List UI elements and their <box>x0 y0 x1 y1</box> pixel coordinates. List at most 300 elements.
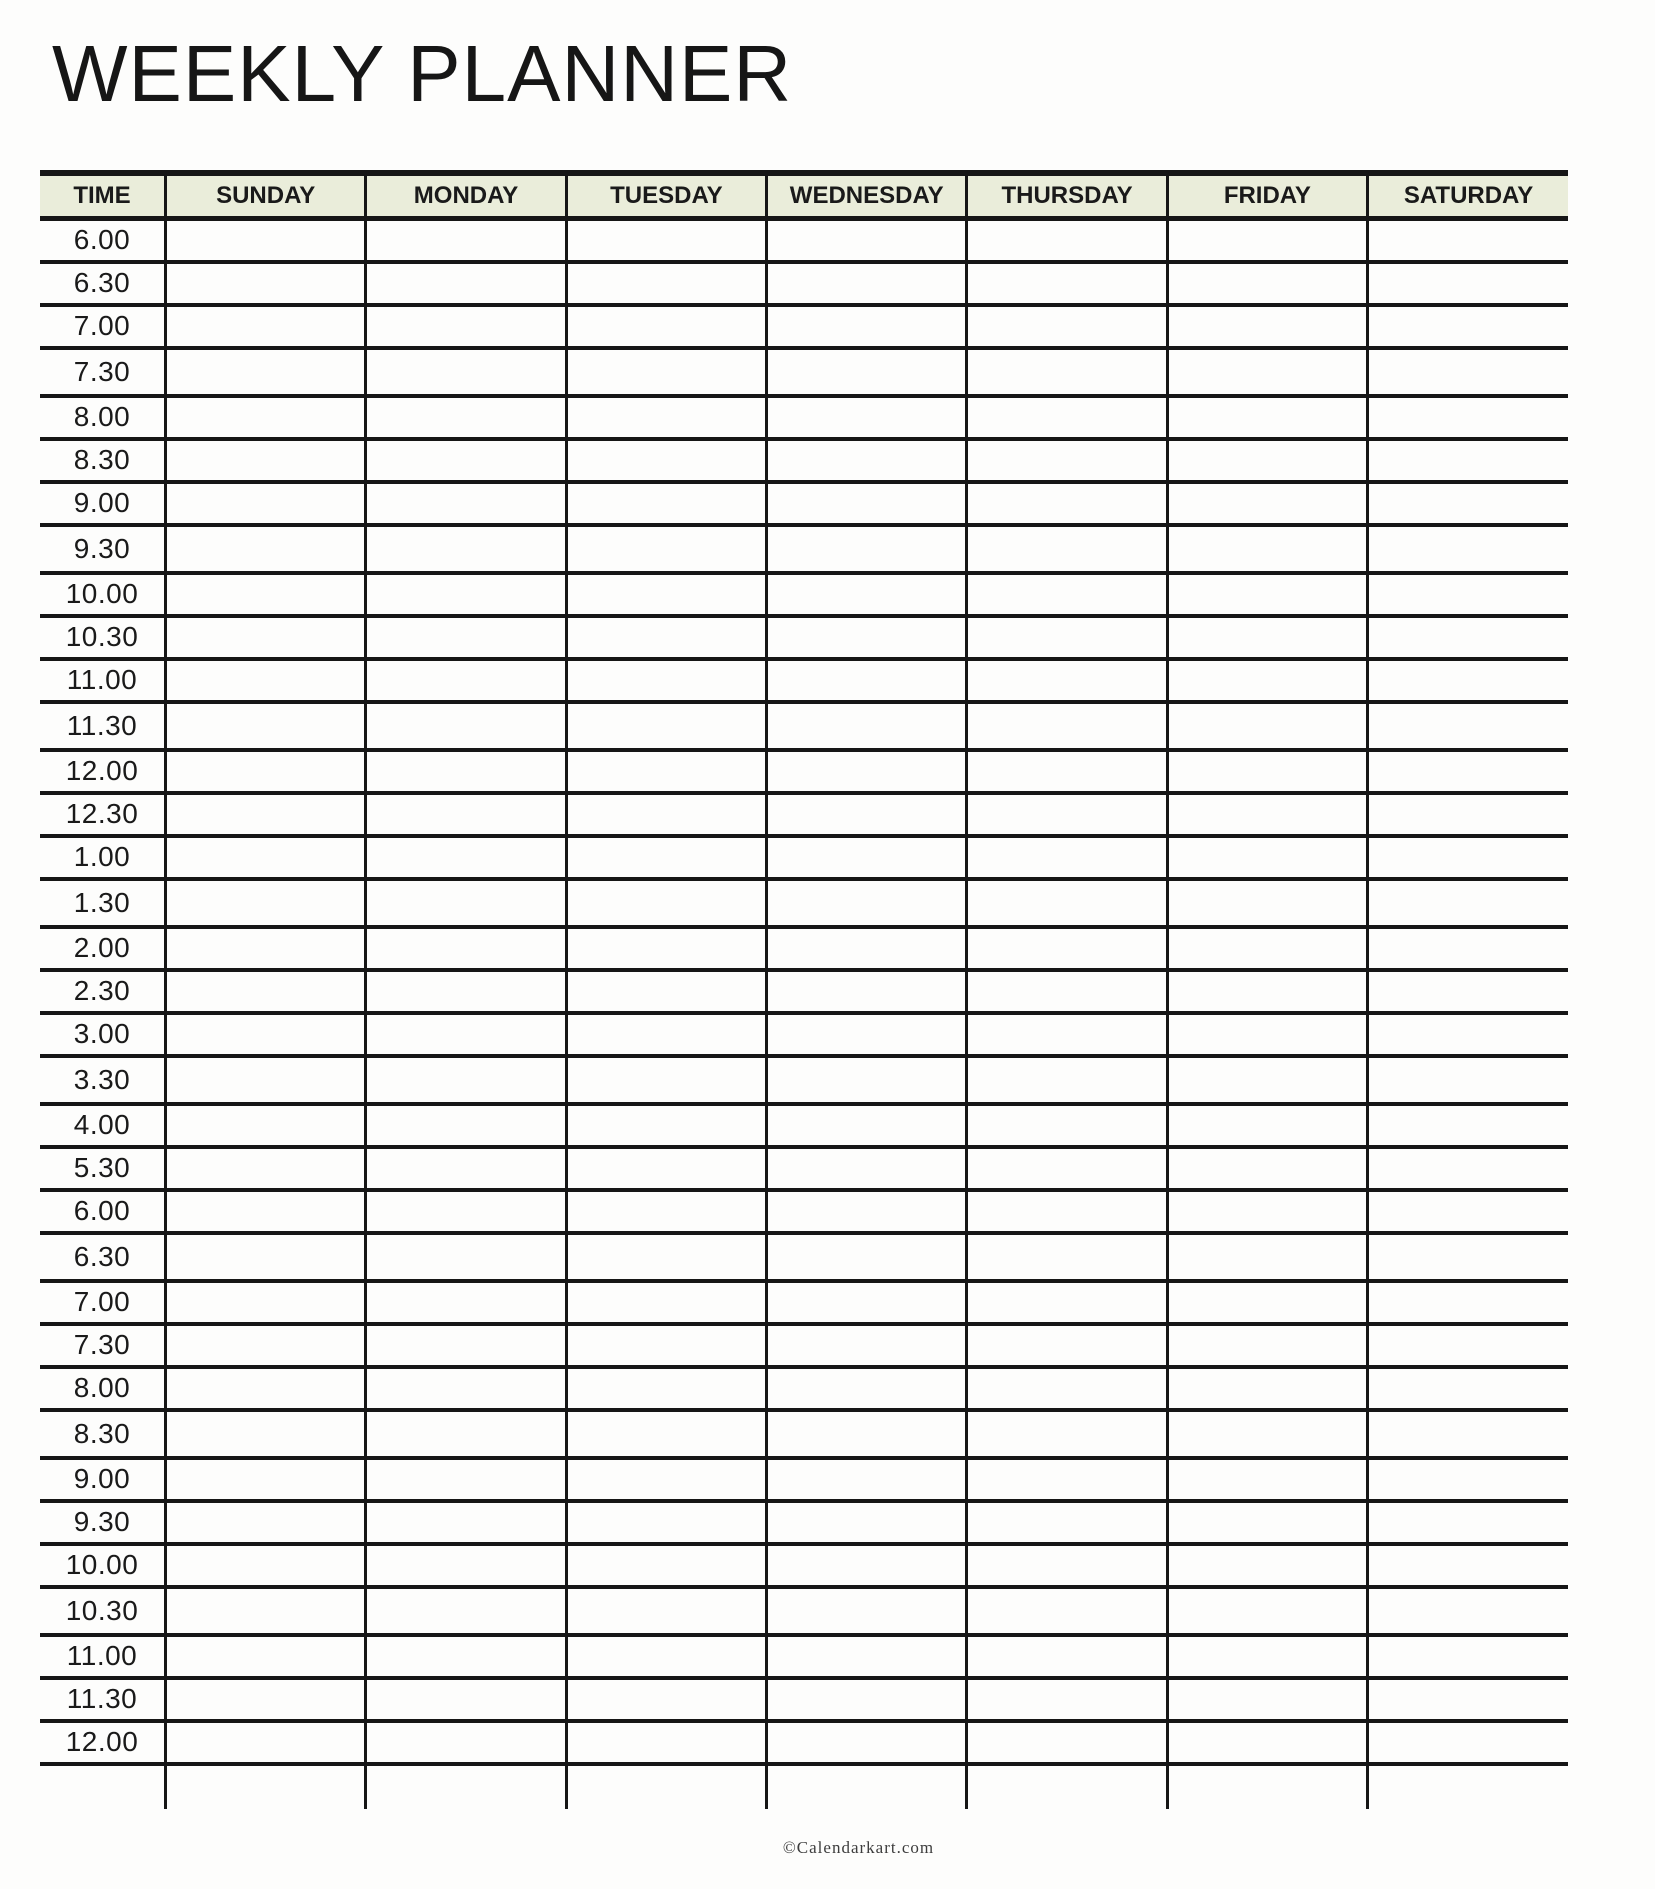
time-row <box>40 927 1568 970</box>
schedule-cell <box>1167 1324 1367 1367</box>
schedule-cell <box>1167 750 1367 793</box>
time-label: 4.00 <box>40 1104 166 1147</box>
schedule-cell <box>967 1147 1167 1190</box>
schedule-cell <box>1368 702 1568 750</box>
time-row <box>40 616 1568 659</box>
schedule-cell <box>1368 1190 1568 1233</box>
schedule-cell <box>1368 1501 1568 1544</box>
schedule-cell <box>366 1764 566 1809</box>
schedule-cell <box>566 1501 766 1544</box>
schedule-cell <box>1167 1587 1367 1635</box>
time-row <box>40 1458 1568 1501</box>
schedule-cell <box>566 702 766 750</box>
schedule-cell <box>166 793 366 836</box>
time-label: 12.00 <box>40 1721 166 1764</box>
schedule-cell <box>366 482 566 525</box>
schedule-cell <box>1167 305 1367 348</box>
time-row <box>40 573 1568 616</box>
time-row <box>40 750 1568 793</box>
schedule-cell <box>767 1501 967 1544</box>
schedule-cell <box>566 793 766 836</box>
schedule-cell <box>566 439 766 482</box>
schedule-cell <box>1167 1635 1367 1678</box>
schedule-cell <box>1167 396 1367 439</box>
schedule-cell <box>1368 525 1568 573</box>
schedule-cell <box>967 750 1167 793</box>
time-label: 9.00 <box>40 482 166 525</box>
time-label: 3.30 <box>40 1056 166 1104</box>
schedule-cell <box>767 348 967 396</box>
schedule-cell <box>166 1544 366 1587</box>
schedule-cell <box>366 659 566 702</box>
schedule-cell <box>1368 1013 1568 1056</box>
time-label: 7.30 <box>40 348 166 396</box>
time-row <box>40 1501 1568 1544</box>
schedule-cell <box>1167 348 1367 396</box>
schedule-cell <box>967 439 1167 482</box>
schedule-cell <box>566 970 766 1013</box>
schedule-cell <box>366 1721 566 1764</box>
time-label: 1.30 <box>40 879 166 927</box>
schedule-cell <box>166 396 366 439</box>
schedule-cell <box>767 305 967 348</box>
schedule-cell <box>166 1458 366 1501</box>
time-label: 7.30 <box>40 1324 166 1367</box>
time-label: 10.00 <box>40 1544 166 1587</box>
schedule-cell <box>366 573 566 616</box>
schedule-cell <box>1368 1410 1568 1458</box>
schedule-cell <box>566 659 766 702</box>
time-row <box>40 439 1568 482</box>
schedule-cell <box>767 879 967 927</box>
schedule-cell <box>1368 1544 1568 1587</box>
time-label: 3.00 <box>40 1013 166 1056</box>
schedule-cell <box>566 396 766 439</box>
schedule-cell <box>366 1233 566 1281</box>
time-row <box>40 1544 1568 1587</box>
time-row <box>40 1367 1568 1410</box>
time-label: 2.30 <box>40 970 166 1013</box>
schedule-cell <box>767 1324 967 1367</box>
schedule-cell <box>1368 750 1568 793</box>
schedule-cell <box>967 348 1167 396</box>
schedule-cell <box>566 1635 766 1678</box>
time-row <box>40 1635 1568 1678</box>
time-label: 9.30 <box>40 525 166 573</box>
time-row <box>40 525 1568 573</box>
schedule-cell <box>566 1764 766 1809</box>
schedule-cell <box>366 439 566 482</box>
schedule-cell <box>1368 482 1568 525</box>
schedule-cell <box>767 1281 967 1324</box>
schedule-cell <box>1167 262 1367 305</box>
schedule-cell <box>767 970 967 1013</box>
schedule-cell <box>366 1410 566 1458</box>
time-label: 7.00 <box>40 1281 166 1324</box>
schedule-cell <box>967 970 1167 1013</box>
time-row <box>40 219 1568 262</box>
schedule-cell <box>767 396 967 439</box>
schedule-cell <box>366 1056 566 1104</box>
schedule-cell <box>366 396 566 439</box>
schedule-cell <box>767 525 967 573</box>
schedule-cell <box>1368 305 1568 348</box>
schedule-cell <box>166 1190 366 1233</box>
time-label: 10.30 <box>40 1587 166 1635</box>
schedule-cell <box>166 439 366 482</box>
schedule-cell <box>1167 1281 1367 1324</box>
schedule-cell <box>767 1458 967 1501</box>
schedule-cell <box>366 1281 566 1324</box>
schedule-cell <box>967 482 1167 525</box>
schedule-cell <box>1368 927 1568 970</box>
schedule-cell <box>1167 659 1367 702</box>
schedule-cell <box>166 1104 366 1147</box>
schedule-cell <box>366 219 566 262</box>
schedule-cell <box>1167 836 1367 879</box>
time-label: 12.30 <box>40 793 166 836</box>
time-label: 11.30 <box>40 702 166 750</box>
schedule-cell <box>1368 1721 1568 1764</box>
weekly-planner-table <box>40 170 1568 1809</box>
schedule-cell <box>166 1233 366 1281</box>
schedule-cell <box>1368 573 1568 616</box>
day-column-header-thursday: THURSDAY <box>967 173 1167 219</box>
schedule-cell <box>767 1367 967 1410</box>
day-column-header-tuesday: TUESDAY <box>566 173 766 219</box>
time-row <box>40 396 1568 439</box>
time-row <box>40 305 1568 348</box>
time-label: 11.00 <box>40 1635 166 1678</box>
time-row <box>40 1281 1568 1324</box>
time-label: 10.30 <box>40 616 166 659</box>
time-row <box>40 1056 1568 1104</box>
footer-credit: ©Calendarkart.com <box>782 1838 935 1857</box>
schedule-cell <box>1368 1458 1568 1501</box>
time-row <box>40 1013 1568 1056</box>
schedule-cell <box>1167 1544 1367 1587</box>
schedule-cell <box>967 1635 1167 1678</box>
time-row <box>40 482 1568 525</box>
schedule-cell <box>767 1544 967 1587</box>
blank-row <box>40 1764 1568 1809</box>
schedule-cell <box>166 1410 366 1458</box>
time-label: 8.30 <box>40 1410 166 1458</box>
schedule-cell <box>566 482 766 525</box>
time-label: 1.00 <box>40 836 166 879</box>
schedule-cell <box>967 793 1167 836</box>
schedule-cell <box>1368 396 1568 439</box>
time-row <box>40 970 1568 1013</box>
schedule-cell <box>566 927 766 970</box>
schedule-cell <box>166 927 366 970</box>
schedule-cell <box>1368 1587 1568 1635</box>
schedule-cell <box>967 396 1167 439</box>
schedule-cell <box>366 1104 566 1147</box>
schedule-cell <box>366 1635 566 1678</box>
schedule-cell <box>366 616 566 659</box>
header-row <box>40 173 1568 219</box>
schedule-cell <box>366 1587 566 1635</box>
schedule-cell <box>767 439 967 482</box>
schedule-cell <box>967 1367 1167 1410</box>
schedule-cell <box>967 836 1167 879</box>
schedule-cell <box>1167 1104 1367 1147</box>
schedule-cell <box>967 1233 1167 1281</box>
schedule-cell <box>366 1678 566 1721</box>
schedule-cell <box>1368 262 1568 305</box>
schedule-cell <box>566 750 766 793</box>
schedule-cell <box>967 1281 1167 1324</box>
schedule-cell <box>366 750 566 793</box>
schedule-cell <box>166 1367 366 1410</box>
time-label: 5.30 <box>40 1147 166 1190</box>
schedule-cell <box>967 1056 1167 1104</box>
time-row <box>40 879 1568 927</box>
schedule-cell <box>967 702 1167 750</box>
schedule-cell <box>1167 525 1367 573</box>
schedule-cell <box>166 348 366 396</box>
day-column-header-wednesday: WEDNESDAY <box>767 173 967 219</box>
schedule-cell <box>1167 1458 1367 1501</box>
schedule-cell <box>767 219 967 262</box>
schedule-cell <box>1167 1367 1367 1410</box>
schedule-cell <box>1368 348 1568 396</box>
schedule-cell <box>767 1635 967 1678</box>
schedule-cell <box>166 219 366 262</box>
time-label: 6.00 <box>40 1190 166 1233</box>
schedule-cell <box>767 1764 967 1809</box>
time-row <box>40 1233 1568 1281</box>
schedule-cell <box>1368 970 1568 1013</box>
time-label: 11.00 <box>40 659 166 702</box>
schedule-cell <box>1167 1678 1367 1721</box>
schedule-cell <box>767 1013 967 1056</box>
schedule-cell <box>967 616 1167 659</box>
schedule-cell <box>1167 1233 1367 1281</box>
time-label-empty <box>40 1764 166 1809</box>
schedule-cell <box>566 573 766 616</box>
schedule-cell <box>166 1324 366 1367</box>
schedule-cell <box>566 1544 766 1587</box>
schedule-cell <box>1368 1056 1568 1104</box>
schedule-cell <box>366 1324 566 1367</box>
time-row <box>40 793 1568 836</box>
schedule-cell <box>566 1281 766 1324</box>
schedule-cell <box>967 1544 1167 1587</box>
schedule-cell <box>767 927 967 970</box>
time-label: 6.00 <box>40 219 166 262</box>
time-row <box>40 702 1568 750</box>
time-label: 12.00 <box>40 750 166 793</box>
schedule-cell <box>566 262 766 305</box>
time-label: 9.00 <box>40 1458 166 1501</box>
schedule-cell <box>1368 836 1568 879</box>
schedule-cell <box>366 348 566 396</box>
time-label: 7.00 <box>40 305 166 348</box>
time-row <box>40 1678 1568 1721</box>
schedule-cell <box>1368 793 1568 836</box>
schedule-cell <box>767 1104 967 1147</box>
schedule-cell <box>1167 970 1367 1013</box>
schedule-cell <box>566 219 766 262</box>
schedule-cell <box>166 262 366 305</box>
day-column-header-monday: MONDAY <box>366 173 566 219</box>
schedule-cell <box>166 1635 366 1678</box>
schedule-cell <box>166 525 366 573</box>
time-label: 10.00 <box>40 573 166 616</box>
schedule-cell <box>967 1678 1167 1721</box>
schedule-cell <box>566 305 766 348</box>
schedule-cell <box>566 348 766 396</box>
schedule-cell <box>166 1678 366 1721</box>
schedule-cell <box>1167 1190 1367 1233</box>
schedule-cell <box>566 1458 766 1501</box>
schedule-cell <box>1368 1233 1568 1281</box>
schedule-cell <box>566 1056 766 1104</box>
schedule-cell <box>166 1501 366 1544</box>
schedule-cell <box>366 1544 566 1587</box>
schedule-cell <box>366 1367 566 1410</box>
schedule-cell <box>967 879 1167 927</box>
time-row <box>40 1190 1568 1233</box>
schedule-cell <box>967 305 1167 348</box>
schedule-cell <box>1368 1678 1568 1721</box>
time-label: 9.30 <box>40 1501 166 1544</box>
schedule-cell <box>366 1013 566 1056</box>
time-label: 8.00 <box>40 1367 166 1410</box>
schedule-cell <box>767 1721 967 1764</box>
schedule-cell <box>166 1056 366 1104</box>
schedule-cell <box>967 1190 1167 1233</box>
schedule-cell <box>1167 927 1367 970</box>
schedule-cell <box>767 659 967 702</box>
schedule-cell <box>1368 616 1568 659</box>
schedule-cell <box>967 1013 1167 1056</box>
schedule-cell <box>166 879 366 927</box>
schedule-cell <box>366 927 566 970</box>
schedule-cell <box>1368 1147 1568 1190</box>
schedule-cell <box>767 1190 967 1233</box>
schedule-cell <box>366 1458 566 1501</box>
schedule-cell <box>1167 1013 1367 1056</box>
schedule-cell <box>1368 659 1568 702</box>
time-row <box>40 348 1568 396</box>
schedule-cell <box>967 1501 1167 1544</box>
schedule-cell <box>967 659 1167 702</box>
schedule-cell <box>967 262 1167 305</box>
schedule-cell <box>1167 1764 1367 1809</box>
schedule-cell <box>566 1678 766 1721</box>
schedule-cell <box>566 836 766 879</box>
schedule-cell <box>1368 1764 1568 1809</box>
schedule-cell <box>1167 702 1367 750</box>
schedule-cell <box>166 1147 366 1190</box>
schedule-cell <box>767 482 967 525</box>
schedule-cell <box>1368 1635 1568 1678</box>
schedule-cell <box>767 836 967 879</box>
schedule-cell <box>1167 1410 1367 1458</box>
schedule-cell <box>1368 1281 1568 1324</box>
schedule-cell <box>1368 219 1568 262</box>
time-label: 6.30 <box>40 262 166 305</box>
time-label: 2.00 <box>40 927 166 970</box>
schedule-cell <box>1167 439 1367 482</box>
time-label: 6.30 <box>40 1233 166 1281</box>
schedule-cell <box>767 616 967 659</box>
schedule-cell <box>166 482 366 525</box>
schedule-cell <box>967 573 1167 616</box>
day-column-header-sunday: SUNDAY <box>166 173 366 219</box>
schedule-cell <box>366 525 566 573</box>
time-row <box>40 1147 1568 1190</box>
schedule-cell <box>767 1410 967 1458</box>
schedule-cell <box>566 1233 766 1281</box>
schedule-cell <box>166 702 366 750</box>
schedule-cell <box>566 1013 766 1056</box>
schedule-cell <box>166 616 366 659</box>
schedule-cell <box>166 970 366 1013</box>
schedule-cell <box>1167 793 1367 836</box>
schedule-cell <box>767 262 967 305</box>
time-label: 8.30 <box>40 439 166 482</box>
schedule-cell <box>1368 439 1568 482</box>
schedule-cell <box>166 750 366 793</box>
day-column-header-friday: FRIDAY <box>1167 173 1367 219</box>
schedule-cell <box>767 702 967 750</box>
schedule-cell <box>967 1104 1167 1147</box>
schedule-cell <box>1368 1324 1568 1367</box>
time-row <box>40 1104 1568 1147</box>
schedule-cell <box>166 1587 366 1635</box>
schedule-cell <box>767 750 967 793</box>
schedule-cell <box>366 1147 566 1190</box>
schedule-cell <box>967 927 1167 970</box>
time-row <box>40 836 1568 879</box>
time-label: 8.00 <box>40 396 166 439</box>
page-title: WEEKLY PLANNER <box>52 29 793 118</box>
time-row <box>40 659 1568 702</box>
schedule-cell <box>767 1678 967 1721</box>
schedule-cell <box>366 836 566 879</box>
schedule-cell <box>366 793 566 836</box>
time-label: 11.30 <box>40 1678 166 1721</box>
schedule-cell <box>366 262 566 305</box>
schedule-cell <box>767 1587 967 1635</box>
schedule-cell <box>767 573 967 616</box>
schedule-cell <box>166 1013 366 1056</box>
schedule-cell <box>967 1721 1167 1764</box>
schedule-cell <box>566 616 766 659</box>
schedule-cell <box>566 1190 766 1233</box>
schedule-cell <box>767 1147 967 1190</box>
schedule-cell <box>366 305 566 348</box>
schedule-cell <box>767 1056 967 1104</box>
time-column-header: TIME <box>40 173 166 219</box>
schedule-cell <box>1167 1501 1367 1544</box>
time-row <box>40 1324 1568 1367</box>
schedule-cell <box>1368 1104 1568 1147</box>
schedule-cell <box>166 836 366 879</box>
schedule-cell <box>566 525 766 573</box>
schedule-cell <box>967 1324 1167 1367</box>
schedule-cell <box>566 1721 766 1764</box>
schedule-cell <box>566 1147 766 1190</box>
schedule-cell <box>566 1410 766 1458</box>
schedule-cell <box>967 1764 1167 1809</box>
schedule-cell <box>166 305 366 348</box>
schedule-cell <box>967 525 1167 573</box>
